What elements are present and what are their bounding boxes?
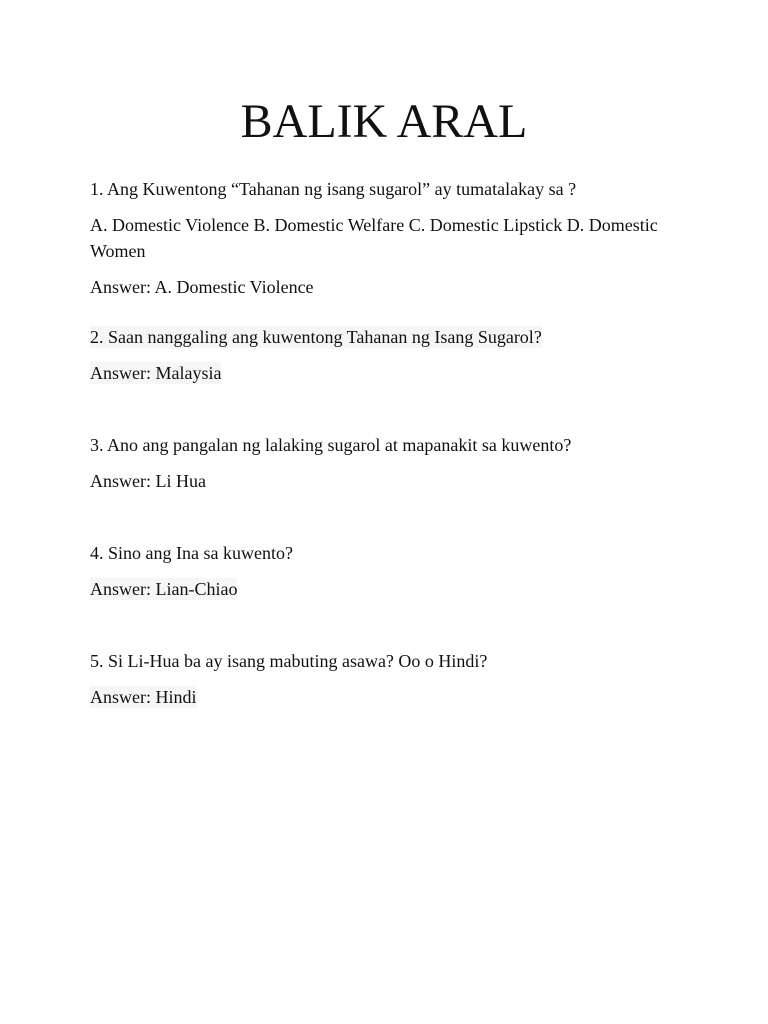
question-3-text: 3. Ano ang pangalan ng lalaking sugarol at mapanakit sa kuwento? [90,435,572,455]
quiz-item-5 [90,648,690,756]
quiz-item-4 [90,540,690,648]
answer-1: Answer: A. Domestic Violence [90,277,314,297]
answer-3-text: Answer: Li Hua [90,471,206,491]
quiz-item-3 [90,432,690,540]
question-1 [90,176,690,202]
answer-2-text: Answer: Malaysia [90,363,222,383]
answer-4-text: Answer: Lian-Chiao [90,579,238,599]
answer-5-text: Answer: Hindi [90,687,197,707]
answer-3 [90,468,690,494]
question-1-text: 1. Ang Kuwentong “Tahanan ng isang sugarol” ay tumatalakay sa ? [90,179,577,199]
question-4-text: 4. Sino ang Ina sa kuwento? [90,543,293,563]
answer-5 [90,684,690,710]
answer-2 [90,360,690,386]
question-2 [90,324,690,350]
quiz-item-1 [90,176,690,324]
quiz-content [90,176,690,756]
quiz-item-2 [90,324,690,432]
answer-4 [90,576,690,602]
choices-1: A. Domestic Violence B. Domestic Welfare C. Domestic Lipstick D. Domestic Women [90,215,658,261]
page-title: BALIK ARAL [240,95,528,148]
question-4 [90,540,690,566]
question-5-text: 5. Si Li-Hua ba ay isang mabuting asawa? Oo o Hindi? [90,651,488,671]
question-3 [90,432,690,458]
question-5 [90,648,690,674]
question-2-text: 2. Saan nanggaling ang kuwentong Tahanan ng Isang Sugarol? [90,327,542,347]
